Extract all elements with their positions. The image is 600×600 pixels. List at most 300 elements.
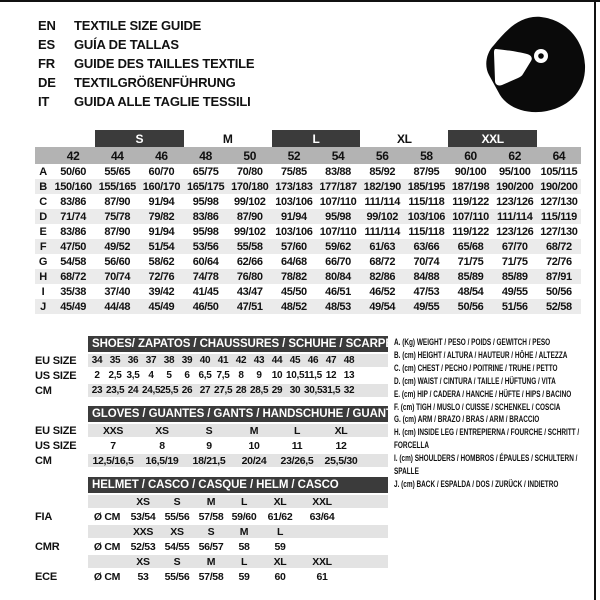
row-label-cell: A (39, 165, 47, 178)
value-cell: 65/68 (448, 239, 492, 254)
helmet-cell: Ø CM (93, 540, 121, 553)
value-cell: 70/80 (236, 165, 263, 178)
value-cell: 35/38 (60, 285, 87, 298)
size-group-cell: S (95, 130, 183, 147)
gloves-size-table (35, 404, 397, 469)
gloves-header-spacer (35, 406, 88, 422)
value-cell: 79/82 (139, 209, 183, 224)
helmet-cell: XL (260, 495, 300, 508)
value-cell: 84/88 (404, 269, 448, 284)
gloves-row-label: US SIZE (35, 439, 88, 452)
helmet-cell (344, 525, 388, 538)
value-cell: 52/58 (537, 299, 581, 314)
value-cell: 95/98 (316, 209, 360, 224)
value-cell: 76/80 (228, 269, 272, 284)
shoes-cell: 36 (124, 354, 142, 367)
size-row-spacer-cell (35, 147, 51, 164)
page-top-border (0, 0, 600, 2)
shoes-cell: 44 (268, 354, 286, 367)
helmet-cell: 53/54 (130, 510, 156, 523)
shoes-cell: 47 (322, 354, 340, 367)
language-title: GUÍA DE TALLAS (74, 37, 179, 52)
language-code: EN (38, 18, 56, 33)
measurement-legend (394, 336, 590, 491)
value-cell: 62/66 (236, 255, 263, 268)
helmet-cell (300, 525, 344, 538)
value-cell: 50/60 (60, 165, 87, 178)
value-cell: 41/45 (192, 285, 219, 298)
value-cell: 60/64 (192, 255, 219, 268)
row-label-cell: D (35, 209, 51, 224)
shoes-cell: 27,5 (214, 385, 233, 396)
row-label-cell: C (39, 195, 47, 208)
gloves-cell: 12 (335, 439, 347, 452)
gloves-cell: S (186, 424, 232, 437)
shoes-size-table (35, 334, 393, 399)
size-header-cell: 50 (228, 147, 272, 164)
size-header-cell: 42 (51, 147, 95, 164)
helmet-cell: L (228, 495, 260, 508)
size-header-cell: 52 (272, 147, 316, 164)
value-cell: 72/76 (139, 269, 183, 284)
helmet-cell: 59 (238, 570, 250, 583)
helmet-cell: S (194, 525, 228, 538)
language-row (38, 35, 254, 54)
helmet-cell: XXL (300, 555, 344, 568)
size-header-cell: 60 (448, 147, 492, 164)
helmet-cell: 59/60 (231, 510, 257, 523)
language-title: GUIDE DES TAILLES TEXTILE (74, 56, 255, 71)
size-header-cell: 48 (184, 147, 228, 164)
shoes-cell: 37 (142, 354, 160, 367)
shoes-cell: 34 (88, 354, 106, 367)
value-cell: 111/114 (364, 225, 400, 238)
value-cell: 53/56 (184, 239, 228, 254)
gloves-cell: 9 (206, 439, 212, 452)
legend-item: A. (Kg) WEIGHT / PESO / POIDS / GEWITCH / PESO (394, 337, 551, 347)
row-label-cell: G (38, 255, 48, 268)
helmet-row-label (35, 495, 88, 508)
helmet-row (35, 570, 388, 583)
size-group-cell: L (272, 130, 360, 147)
size-header-cell: 54 (316, 147, 360, 164)
helmet-cell: 60 (274, 570, 286, 583)
value-cell: 49/52 (95, 239, 139, 254)
value-cell: 103/106 (275, 225, 313, 238)
value-cell: 119/122 (452, 225, 489, 238)
shoes-cell: 40 (196, 354, 214, 367)
gloves-cell: XL (318, 424, 364, 437)
legend-item: J. (cm) BACK / ESPALDA / DOS / ZURÜCK / INDIETRO (394, 478, 559, 489)
shoes-cell: 41 (214, 354, 232, 367)
value-cell: 75/78 (95, 209, 139, 224)
helmet-cell: 58 (238, 540, 250, 553)
helmet-cell: S (160, 495, 194, 508)
size-group-cell: XXL (448, 130, 536, 147)
value-cell: 107/110 (448, 209, 492, 224)
gloves-cell (364, 424, 388, 437)
helmet-cell: M (228, 525, 260, 538)
shoes-cell: 2,5 (108, 370, 122, 381)
shoes-header-spacer (35, 336, 88, 352)
measurement-row (35, 269, 581, 284)
value-cell: 91/94 (148, 195, 175, 208)
legend-item: I. (cm) SHOULDERS / HOMBROS / ÉPAULES / SCHULTERN / SPALLE (394, 453, 578, 477)
shoes-cell: 9 (256, 370, 262, 381)
value-cell: 48/52 (272, 299, 316, 314)
shoes-cell: 48 (340, 354, 358, 367)
value-cell: 48/54 (457, 285, 484, 298)
value-cell: 83/86 (60, 225, 87, 238)
value-cell: 48/53 (316, 299, 360, 314)
shoes-cell: 10,5 (286, 370, 305, 381)
measurement-row (35, 284, 581, 299)
value-cell: 87/90 (104, 195, 131, 208)
size-header-cell: 62 (493, 147, 537, 164)
row-label-cell: E (39, 225, 47, 238)
helmet-title: HELMET / CASCO / CASQUE / HELM / CASCO (88, 477, 388, 493)
helmet-cell: 55/56 (164, 510, 190, 523)
value-cell: 47/51 (228, 299, 272, 314)
shoes-cell: 13 (343, 370, 355, 381)
value-cell: 127/130 (540, 225, 578, 238)
size-group-cell: M (222, 131, 233, 146)
helmet-row (35, 495, 388, 508)
helmet-header-spacer (35, 477, 88, 493)
legend-item: H. (cm) INSIDE LEG / ENTREPIERNA / FOURCHE / SCHRITT / FORCELLA (394, 427, 580, 451)
gloves-cell (364, 439, 388, 452)
shoes-cell: 10 (271, 370, 283, 381)
value-cell: 103/106 (275, 195, 313, 208)
value-cell: 190/200 (537, 179, 581, 194)
value-cell: 83/86 (60, 195, 87, 208)
helmet-cell: 52/53 (130, 540, 156, 553)
value-cell: 91/94 (272, 209, 316, 224)
language-code: DE (38, 75, 56, 90)
value-cell: 107/110 (319, 195, 357, 208)
language-title: TEXTILE SIZE GUIDE (74, 18, 202, 33)
value-cell: 67/70 (493, 239, 537, 254)
value-cell: 173/183 (272, 179, 316, 194)
helmet-cell (88, 495, 126, 508)
value-cell: 107/110 (319, 225, 357, 238)
value-cell: 64/68 (281, 255, 307, 268)
shoes-cell: 30,5 (304, 385, 323, 396)
value-cell: 54/58 (60, 255, 87, 268)
value-cell: 71/74 (51, 209, 95, 224)
shoes-cell: 46 (304, 354, 322, 367)
value-cell: 83/88 (325, 165, 351, 178)
value-cell: 187/198 (448, 179, 492, 194)
value-cell: 68/72 (537, 239, 581, 254)
value-cell: 60/70 (148, 165, 175, 178)
size-header-cell: 56 (360, 147, 404, 164)
shoes-header-row (35, 336, 388, 352)
helmet-cell: 53 (137, 570, 149, 583)
helmet-cell (344, 510, 388, 523)
size-group-cell (51, 130, 95, 147)
measurement-row (35, 209, 581, 224)
shoes-cell: 4 (148, 370, 154, 381)
helmet-row-label (35, 525, 88, 538)
helmet-cell: XL (260, 555, 300, 568)
helmet-cell: M (194, 555, 228, 568)
shoes-cell: 2 (94, 370, 100, 381)
row-label-cell: B (35, 179, 51, 194)
language-row (38, 54, 254, 73)
shoes-cell: 24,5 (142, 385, 161, 396)
gloves-cell: 7 (110, 439, 116, 452)
gloves-cell: XS (138, 424, 186, 437)
value-cell: 85/89 (448, 269, 492, 284)
value-cell: 55/58 (228, 239, 272, 254)
value-cell: 119/122 (452, 195, 489, 208)
helmet-cell: XS (160, 525, 194, 538)
value-cell: 50/56 (546, 285, 572, 298)
value-cell: 95/98 (192, 195, 219, 208)
value-cell: 87/91 (537, 269, 581, 284)
legend-item: F. (cm) TIGH / MUSLO / CUISSE / SCHENKEL / COSCIA (394, 401, 561, 412)
value-cell: 71/75 (457, 255, 484, 268)
shoes-cell: 35 (106, 354, 124, 367)
shoes-cell: 24 (124, 384, 142, 397)
gloves-cell: L (276, 424, 318, 437)
shoes-cell: 29 (268, 384, 286, 397)
value-cell: 66/70 (325, 255, 351, 268)
language-row (38, 73, 254, 92)
value-cell: 39/42 (148, 285, 175, 298)
value-cell: 74/78 (184, 269, 228, 284)
language-code: IT (38, 94, 50, 109)
shoes-cell: 12 (325, 370, 337, 381)
shoes-cell: 43 (250, 354, 268, 367)
value-cell: 78/82 (272, 269, 316, 284)
shoes-cell: 11,5 (304, 370, 322, 381)
value-cell: 99/102 (233, 225, 266, 238)
shoes-cell: 38 (160, 354, 178, 367)
gloves-row (35, 454, 388, 467)
helmet-cell: L (260, 525, 300, 538)
measurement-row (35, 194, 581, 209)
value-cell: 123/126 (496, 225, 534, 238)
value-cell: 37/40 (104, 285, 131, 298)
size-header-cell: 44 (95, 147, 139, 164)
legend-item: E. (cm) HIP / CADERA / HANCHE / HÜFTE / HIPS / BACINO (394, 388, 572, 399)
value-cell: 49/54 (360, 299, 404, 314)
value-cell: 115/118 (408, 195, 445, 208)
row-label-cell: J (35, 299, 51, 314)
gloves-cell: 16,5/19 (138, 454, 186, 467)
gloves-cell: 8 (159, 439, 165, 452)
value-cell: 61/63 (360, 239, 404, 254)
gloves-cell: XXS (88, 424, 138, 437)
helmet-cell: Ø CM (93, 510, 121, 523)
helmet-cell: XXL (300, 495, 344, 508)
language-title-list (38, 16, 254, 111)
value-cell: 85/89 (493, 269, 537, 284)
shoes-cell: 32 (340, 384, 358, 397)
value-cell: 43/47 (236, 285, 263, 298)
shoes-row (35, 384, 388, 397)
shoes-cell: 30 (286, 384, 304, 397)
helmet-cell: 63/64 (309, 510, 335, 523)
value-cell: 105/115 (540, 165, 578, 178)
value-cell: 95/98 (192, 225, 219, 238)
shoes-cell: 6,5 (198, 370, 212, 381)
helmet-cell: XS (126, 495, 160, 508)
helmet-cell: XS (126, 555, 160, 568)
value-cell: 45/49 (139, 299, 183, 314)
shoes-cell: 7,5 (216, 370, 230, 381)
value-cell: 70/74 (95, 269, 139, 284)
value-cell: 75/85 (281, 165, 307, 178)
helmet-cell (344, 495, 388, 508)
helmet-cell (88, 525, 126, 538)
gloves-cell: 18/21,5 (186, 454, 232, 467)
value-cell: 68/72 (51, 269, 95, 284)
helmet-cell: 54/55 (164, 540, 190, 553)
value-cell: 46/52 (369, 285, 396, 298)
gloves-cell: 20/24 (232, 454, 276, 467)
value-cell: 50/56 (448, 299, 492, 314)
value-cell: 57/60 (272, 239, 316, 254)
shoes-cell: 26 (178, 384, 196, 397)
value-cell: 190/200 (493, 179, 537, 194)
size-group-cell (537, 130, 581, 147)
shoes-row (35, 369, 388, 382)
shoes-row-label: US SIZE (35, 369, 88, 382)
measurement-row (35, 299, 581, 314)
row-label-cell: H (35, 269, 51, 284)
value-cell: 85/92 (369, 165, 396, 178)
gloves-cell: 11 (291, 439, 303, 452)
language-title: GUIDA ALLE TAGLIE TESSILI (74, 94, 251, 109)
size-header-cell: 64 (537, 147, 581, 164)
value-cell: 51/54 (139, 239, 183, 254)
shoes-cell: 8 (238, 370, 244, 381)
shoes-cell: 25,5 (160, 385, 179, 396)
shoes-row (35, 354, 388, 367)
value-cell: 44/48 (95, 299, 139, 314)
textile-size-table (35, 130, 581, 314)
helmet-row-label (35, 555, 88, 568)
value-cell: 58/62 (148, 255, 175, 268)
value-cell: 70/74 (413, 255, 440, 268)
size-header-cell: 46 (139, 147, 183, 164)
value-cell: 160/170 (139, 179, 183, 194)
helmet-cell: XXS (126, 525, 160, 538)
helmet-cell: 57/58 (198, 570, 224, 583)
value-cell: 45/50 (281, 285, 307, 298)
helmet-cell: 61 (316, 570, 328, 583)
language-code: FR (38, 56, 55, 71)
helmet-header-row (35, 477, 388, 493)
gloves-header-row (35, 406, 388, 422)
value-cell: 63/66 (404, 239, 448, 254)
language-row (38, 16, 254, 35)
value-cell: 56/60 (104, 255, 131, 268)
shoes-row-label: CM (35, 384, 88, 397)
shoes-cell: 45 (286, 354, 304, 367)
value-cell: 182/190 (360, 179, 404, 194)
measurement-row (35, 224, 581, 239)
legend-item: B. (cm) HEIGHT / ALTURA / HAUTEUR / HÖHE / ALTEZZA (394, 349, 568, 360)
shoes-cell: 6 (184, 370, 190, 381)
value-cell: 46/51 (325, 285, 351, 298)
gloves-cell: M (232, 424, 276, 437)
gloves-row-label: EU SIZE (35, 424, 88, 437)
helmet-cell: S (160, 555, 194, 568)
language-code: ES (38, 37, 55, 52)
helmet-cell: M (194, 495, 228, 508)
value-cell: 103/106 (404, 209, 448, 224)
measurement-row (35, 254, 581, 269)
value-cell: 47/50 (51, 239, 95, 254)
row-label-cell: F (35, 239, 51, 254)
value-cell: 155/165 (95, 179, 139, 194)
value-cell: 87/90 (104, 225, 131, 238)
value-cell: 72/76 (546, 255, 572, 268)
measurement-row (35, 179, 581, 194)
value-cell: 59/62 (316, 239, 360, 254)
shoes-cell: 28 (232, 384, 250, 397)
value-cell: 68/72 (369, 255, 396, 268)
value-cell: 185/195 (404, 179, 448, 194)
value-cell: 165/175 (184, 179, 228, 194)
language-row (38, 92, 254, 111)
shoes-cell: 27 (196, 384, 214, 397)
value-cell: 123/126 (496, 195, 534, 208)
helmet-cell (344, 555, 388, 568)
value-cell: 170/180 (228, 179, 272, 194)
helmet-cell: 56/57 (198, 540, 224, 553)
shoes-cell: 31,5 (322, 385, 341, 396)
value-cell: 115/118 (408, 225, 445, 238)
helmet-cell (300, 540, 344, 553)
gloves-cell: 23/26,5 (276, 454, 318, 467)
gloves-cell: 10 (248, 439, 260, 452)
shoes-cell: 28,5 (250, 385, 269, 396)
gloves-row-label: CM (35, 454, 88, 467)
legend-item: G. (cm) ARM / BRAZO / BRAS / ARM / BRACCIO (394, 414, 540, 425)
measurement-row (35, 164, 581, 179)
shoes-title: SHOES/ ZAPATOS / CHAUSSURES / SCHUHE / SCARPE (88, 336, 388, 352)
size-number-row (35, 147, 581, 164)
shoes-cell (358, 369, 388, 382)
shoes-cell: 39 (178, 354, 196, 367)
helmet-cell: 57/58 (198, 510, 224, 523)
row-label-cell: I (41, 285, 45, 298)
helmet-row-label: FIA (35, 510, 88, 523)
value-cell: 111/114 (493, 209, 537, 224)
value-cell: 91/94 (148, 225, 175, 238)
helmet-cell (88, 555, 126, 568)
value-cell: 177/187 (316, 179, 360, 194)
measurement-row (35, 239, 581, 254)
value-cell: 65/75 (192, 165, 219, 178)
helmet-cell: Ø CM (93, 570, 121, 583)
value-cell: 99/102 (233, 195, 266, 208)
gloves-cell (364, 454, 388, 467)
shoes-cell: 23,5 (106, 385, 125, 396)
value-cell: 95/100 (498, 165, 531, 178)
helmet-row (35, 555, 388, 568)
shoes-cell (358, 384, 388, 397)
value-cell: 87/90 (228, 209, 272, 224)
value-cell: 99/102 (360, 209, 404, 224)
value-cell: 127/130 (540, 195, 578, 208)
shoes-cell: 42 (232, 354, 250, 367)
